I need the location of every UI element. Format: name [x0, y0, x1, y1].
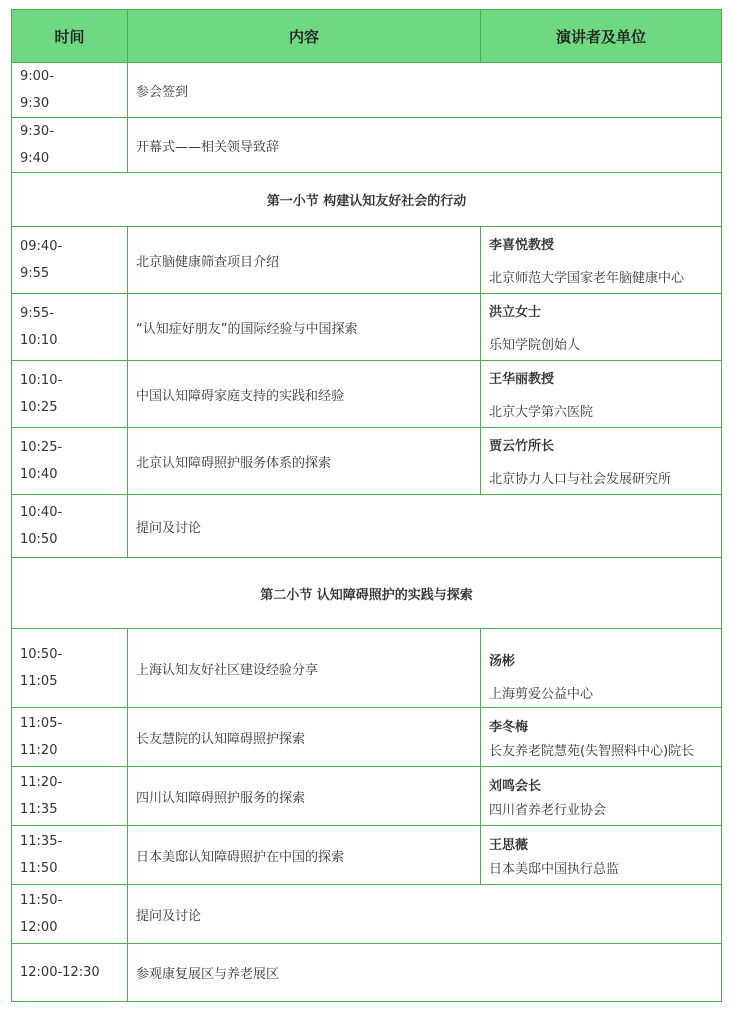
section-title: 第一小节 构建认知友好社会的行动 — [12, 173, 722, 227]
time-cell — [12, 629, 128, 708]
speaker-org: 上海剪爱公益中心 — [489, 687, 594, 702]
speaker-name: 汤彬 — [489, 654, 516, 669]
time-end: 11:05 — [20, 674, 58, 689]
time-start: 9:55- — [20, 306, 54, 321]
time-start: 9:00- — [20, 69, 54, 84]
speaker-cell — [481, 428, 722, 495]
time-cell — [12, 885, 128, 944]
time-cell — [12, 944, 128, 1002]
speaker-org: 北京师范大学国家老年脑健康中心 — [489, 271, 685, 286]
content-cell: “认知症好朋友”的国际经验与中国探索 — [128, 294, 481, 361]
time-end: 9:40 — [20, 151, 50, 166]
time-start: 12:00-12:30 — [20, 965, 100, 980]
speaker-cell — [481, 708, 722, 767]
time-cell — [12, 227, 128, 294]
time-cell — [12, 63, 128, 118]
content-cell: 日本美邸认知障碍照护在中国的探索 — [128, 826, 481, 885]
table-row — [12, 361, 722, 428]
speaker-cell — [481, 767, 722, 826]
speaker-name: 洪立女士 — [489, 305, 542, 320]
time-end: 10:10 — [20, 333, 58, 348]
time-cell — [12, 428, 128, 495]
time-cell — [12, 294, 128, 361]
speaker-org: 长友养老院慧苑(失智照料中心)院长 — [489, 743, 695, 759]
content-cell: 长友慧院的认知障碍照护探索 — [128, 708, 481, 767]
time-cell — [12, 826, 128, 885]
speaker-org: 北京大学第六医院 — [489, 405, 594, 420]
time-end: 10:25 — [20, 400, 58, 415]
time-start: 10:50- — [20, 647, 63, 662]
table-row — [12, 826, 722, 885]
speaker-cell — [481, 826, 722, 885]
content-cell: 中国认知障碍家庭支持的实践和经验 — [128, 361, 481, 428]
speaker-cell — [481, 227, 722, 294]
time-cell — [12, 495, 128, 558]
speaker-cell — [481, 361, 722, 428]
table-row — [12, 118, 722, 173]
time-cell — [12, 118, 128, 173]
table-row — [12, 63, 722, 118]
table-row — [12, 885, 722, 944]
time-end: 9:55 — [20, 266, 50, 281]
content-cell: 上海认知友好社区建设经验分享 — [128, 629, 481, 708]
speaker-name: 李喜悦教授 — [489, 238, 555, 253]
time-cell — [12, 708, 128, 767]
schedule-table — [11, 9, 722, 1002]
table-row — [12, 944, 722, 1002]
time-start: 09:40- — [20, 239, 63, 254]
time-end: 10:50 — [20, 532, 58, 547]
time-start: 11:05- — [20, 716, 63, 731]
table-row — [12, 495, 722, 558]
table-row — [12, 227, 722, 294]
time-start: 10:10- — [20, 373, 63, 388]
table-row — [12, 767, 722, 826]
section-title: 第二小节 认知障碍照护的实践与探索 — [12, 558, 722, 629]
time-end: 11:50 — [20, 861, 58, 876]
time-start: 9:30- — [20, 124, 54, 139]
header-time: 时间 — [12, 10, 128, 63]
time-cell — [12, 361, 128, 428]
header-content: 内容 — [128, 10, 481, 63]
speaker-name: 王思薇 — [489, 837, 529, 853]
content-cell: 提问及讨论 — [128, 885, 722, 944]
time-start: 11:20- — [20, 775, 63, 790]
section-row — [12, 558, 722, 629]
speaker-org: 乐知学院创始人 — [489, 338, 581, 353]
content-cell: 参观康复展区与养老展区 — [128, 944, 722, 1002]
time-end: 10:40 — [20, 467, 58, 482]
header-speaker: 演讲者及单位 — [481, 10, 722, 63]
table-row — [12, 629, 722, 708]
speaker-org: 北京协力人口与社会发展研究所 — [489, 472, 672, 487]
speaker-cell — [481, 629, 722, 708]
speaker-name: 李冬梅 — [489, 719, 529, 735]
time-end: 11:20 — [20, 743, 58, 758]
speaker-org: 四川省养老行业协会 — [489, 802, 607, 818]
speaker-org: 日本美邸中国执行总监 — [489, 861, 620, 877]
table-row — [12, 294, 722, 361]
time-cell — [12, 767, 128, 826]
time-start: 10:25- — [20, 440, 63, 455]
content-cell: 参会签到 — [128, 63, 722, 118]
speaker-name: 刘鸣会长 — [489, 778, 542, 794]
time-start: 11:50- — [20, 893, 63, 908]
content-cell: 开幕式——相关领导致辞 — [128, 118, 722, 173]
speaker-name: 贾云竹所长 — [489, 439, 555, 454]
time-end: 9:30 — [20, 96, 50, 111]
section-row — [12, 173, 722, 227]
content-cell: 北京脑健康筛查项目介绍 — [128, 227, 481, 294]
content-cell: 提问及讨论 — [128, 495, 722, 558]
time-end: 11:35 — [20, 802, 58, 817]
content-cell: 北京认知障碍照护服务体系的探索 — [128, 428, 481, 495]
speaker-cell — [481, 294, 722, 361]
speaker-name: 王华丽教授 — [489, 372, 555, 387]
table-row — [12, 428, 722, 495]
time-end: 12:00 — [20, 920, 58, 935]
time-start: 10:40- — [20, 505, 63, 520]
content-cell: 四川认知障碍照护服务的探索 — [128, 767, 481, 826]
header-row — [12, 10, 722, 63]
time-start: 11:35- — [20, 834, 63, 849]
table-row — [12, 708, 722, 767]
